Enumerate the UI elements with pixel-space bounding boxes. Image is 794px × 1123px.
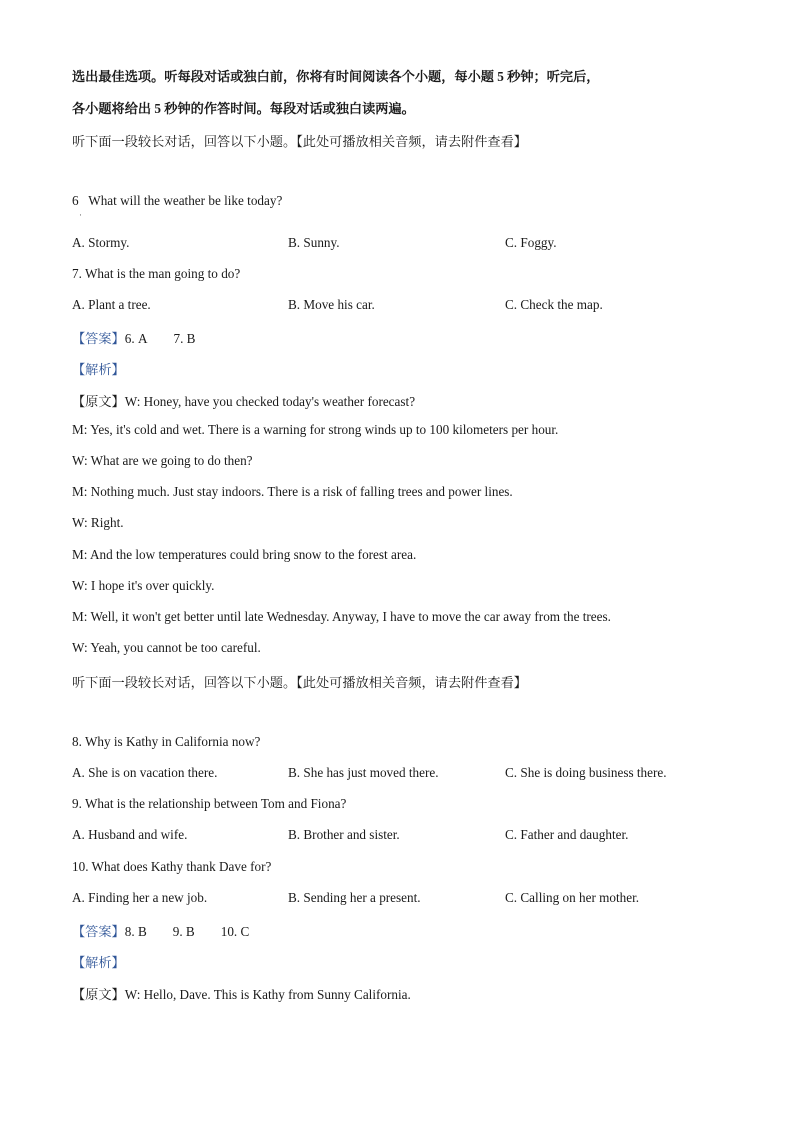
transcript-text: W: Hello, Dave. This is Kathy from Sunny California.	[124, 987, 411, 1002]
transcript-1-line-9: W: Yeah, you cannot be too careful.	[72, 640, 261, 655]
transcript-1-line-8: M: Well, it won't get better until late Wednesday. Anyway, I have to move the car away from the trees.	[72, 609, 611, 624]
answer-8: 8. B	[124, 924, 147, 939]
question-8: 8. Why is Kathy in California now?	[72, 734, 261, 749]
transcript-1-line-4: M: Nothing much. Just stay indoors. There is a risk of falling trees and power lines.	[72, 484, 513, 499]
question-6	[72, 193, 282, 209]
answer-6: 6. A	[124, 331, 148, 346]
q10-option-a: A. Finding her a new job.	[72, 890, 208, 905]
section1-intro: 听下面一段较长对话，回答以下小题。【此处可播放相关音频，请去附件查看】	[72, 134, 527, 149]
q8-option-c: C. She is doing business there.	[505, 765, 667, 780]
transcript-2-line-1	[72, 984, 411, 1003]
q9-option-b: B. Brother and sister.	[288, 827, 400, 842]
question-7: 7. What is the man going to do?	[72, 266, 241, 281]
analysis-label-2: 【解析】	[72, 955, 125, 970]
q6-option-b: B. Sunny.	[288, 235, 340, 250]
answer-label: 【答案】	[72, 331, 125, 346]
answer-7: 7. B	[173, 331, 196, 346]
q10-option-b: B. Sending her a present.	[288, 890, 421, 905]
answer-label: 【答案】	[72, 924, 125, 939]
q10-option-c: C. Calling on her mother.	[505, 890, 640, 905]
question-10: 10. What does Kathy thank Dave for?	[72, 859, 272, 874]
instructions-line-1: 选出最佳选项。听每段对话或独白前，你将有时间阅读各个小题，每小题 5 秒钟；听完后，	[72, 69, 600, 84]
question-6-text: What will the weather be like today?	[88, 193, 283, 208]
q9-option-c: C. Father and daughter.	[505, 827, 629, 842]
question-9: 9. What is the relationship between Tom and Fiona?	[72, 796, 347, 811]
analysis-label-1: 【解析】	[72, 362, 125, 377]
q7-option-b: B. Move his car.	[288, 297, 375, 312]
answer-block-1	[72, 328, 195, 347]
section2-intro: 听下面一段较长对话，回答以下小题。【此处可播放相关音频，请去附件查看】	[72, 675, 527, 690]
transcript-label: 【原文】	[72, 987, 125, 1002]
question-6-number: 6	[72, 193, 79, 208]
q6-option-c: C. Foggy.	[505, 235, 557, 250]
q7-option-a: A. Plant a tree.	[72, 297, 151, 312]
q8-option-b: B. She has just moved there.	[288, 765, 439, 780]
transcript-label: 【原文】	[72, 394, 125, 409]
transcript-1-line-3: W: What are we going to do then?	[72, 453, 253, 468]
answer-block-2	[72, 921, 249, 940]
q7-option-c: C. Check the map.	[505, 297, 603, 312]
answer-10: 10. C	[220, 924, 250, 939]
q8-option-a: A. She is on vacation there.	[72, 765, 218, 780]
answer-9: 9. B	[172, 924, 195, 939]
transcript-text: W: Honey, have you checked today's weather forecast?	[124, 394, 416, 409]
transcript-1-line-6: M: And the low temperatures could bring snow to the forest area.	[72, 547, 417, 562]
instructions-line-2: 各小题将给出 5 秒钟的作答时间。每段对话或独白读两遍。	[72, 101, 415, 116]
transcript-1-line-1	[72, 391, 415, 410]
dot-mark: ·	[79, 210, 82, 220]
transcript-1-line-5: W: Right.	[72, 515, 124, 530]
transcript-1-line-7: W: I hope it's over quickly.	[72, 578, 215, 593]
q6-option-a: A. Stormy.	[72, 235, 130, 250]
q9-option-a: A. Husband and wife.	[72, 827, 188, 842]
transcript-1-line-2: M: Yes, it's cold and wet. There is a warning for strong winds up to 100 kilometers per hour.	[72, 422, 559, 437]
